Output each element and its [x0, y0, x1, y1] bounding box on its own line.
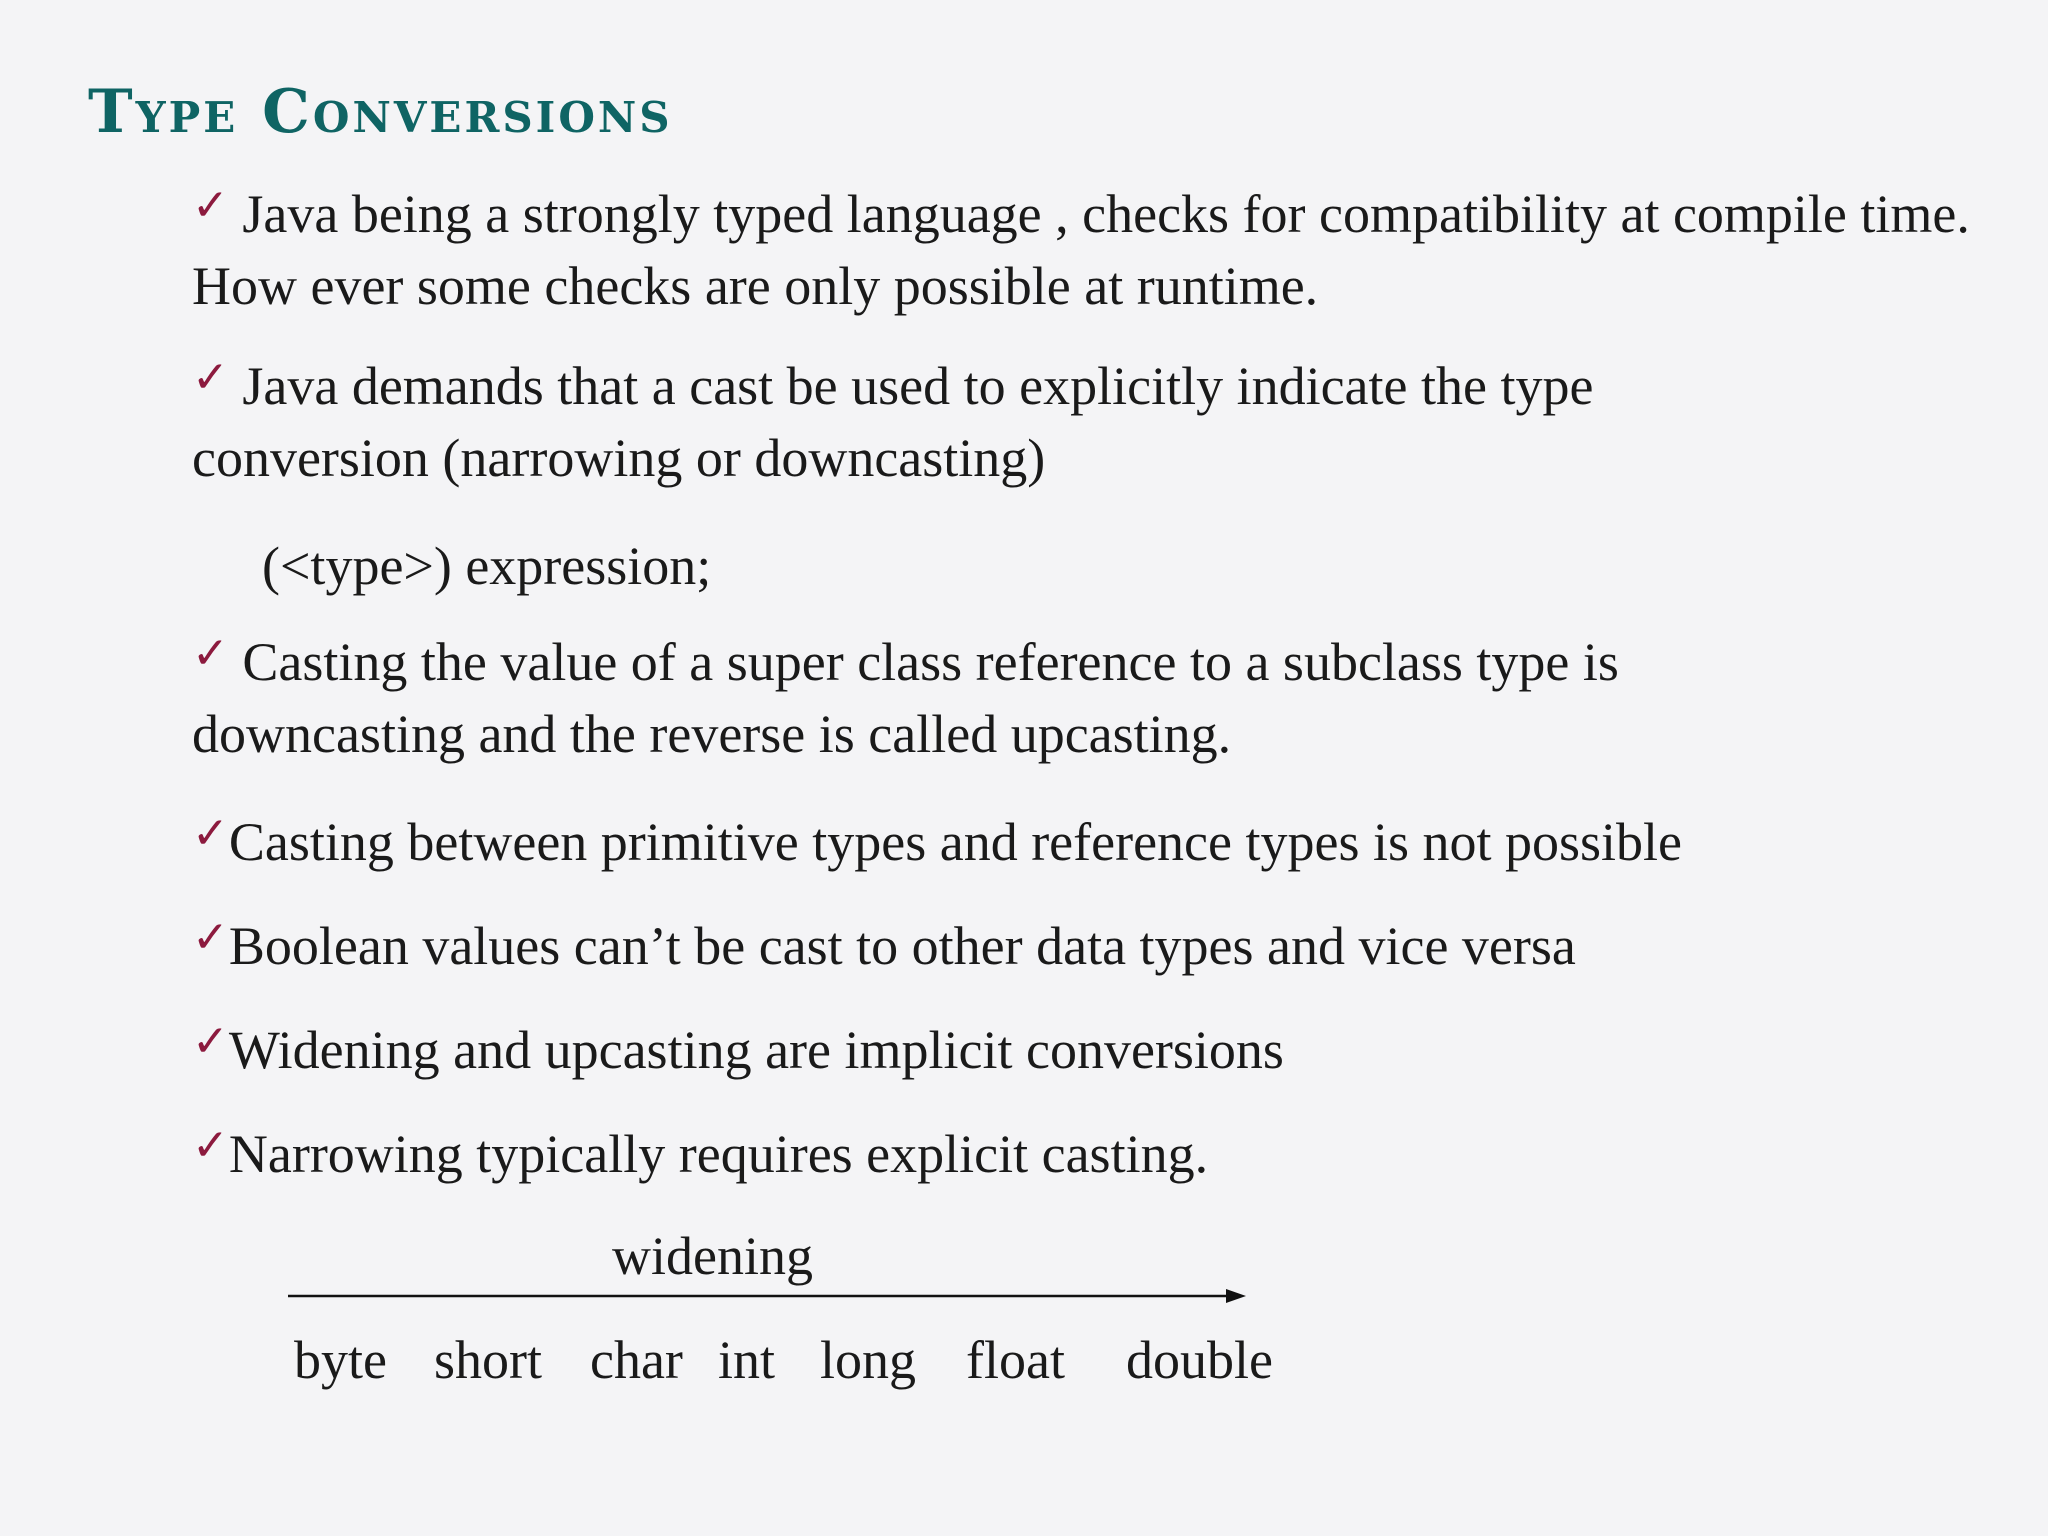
widening-arrow-icon — [288, 1286, 1248, 1306]
check-icon: ✓ — [192, 912, 229, 963]
slide-title: Type Conversions — [88, 77, 673, 147]
type-char: char — [590, 1330, 683, 1390]
check-icon: ✓ — [192, 352, 229, 403]
type-double: double — [1126, 1330, 1273, 1390]
cast-syntax: (<type>) expression; — [262, 536, 712, 596]
check-icon: ✓ — [192, 1120, 229, 1171]
type-long: long — [820, 1330, 917, 1390]
type-byte: byte — [294, 1330, 387, 1390]
type-float: float — [966, 1330, 1065, 1390]
bullet-text: Widening and upcasting are implicit conversions — [228, 1020, 1284, 1080]
check-icon: ✓ — [192, 628, 229, 679]
type-short: short — [434, 1330, 542, 1390]
bullet-item — [192, 352, 1692, 492]
widening-label: widening — [612, 1226, 813, 1286]
bullet-text: Boolean values can’t be cast to other data types and vice versa — [228, 916, 1576, 976]
bullet-text: Casting the value of a super class reference to a subclass type is downcasting and the reverse is called upcasting. — [192, 632, 1619, 764]
bullet-text: Java demands that a cast be used to explicitly indicate the type conversion (narrowing or downcasting) — [192, 356, 1594, 488]
bullet-text: Casting between primitive types and reference types is not possible — [228, 812, 1682, 872]
bullet-item — [192, 1016, 2002, 1088]
bullet-text: Java being a strongly typed language , checks for compatibility at compile time. How ever some checks are only possible at runtime. — [192, 184, 1970, 316]
check-icon: ✓ — [192, 1016, 229, 1067]
bullet-item — [192, 628, 1832, 768]
check-icon: ✓ — [192, 180, 229, 231]
bullet-item — [192, 1120, 2002, 1192]
bullet-item — [192, 808, 2002, 880]
bullet-item — [192, 180, 2002, 320]
bullet-item — [192, 912, 2002, 984]
bullet-text: Narrowing typically requires explicit casting. — [228, 1124, 1209, 1184]
check-icon: ✓ — [192, 808, 229, 859]
type-int: int — [718, 1330, 776, 1390]
